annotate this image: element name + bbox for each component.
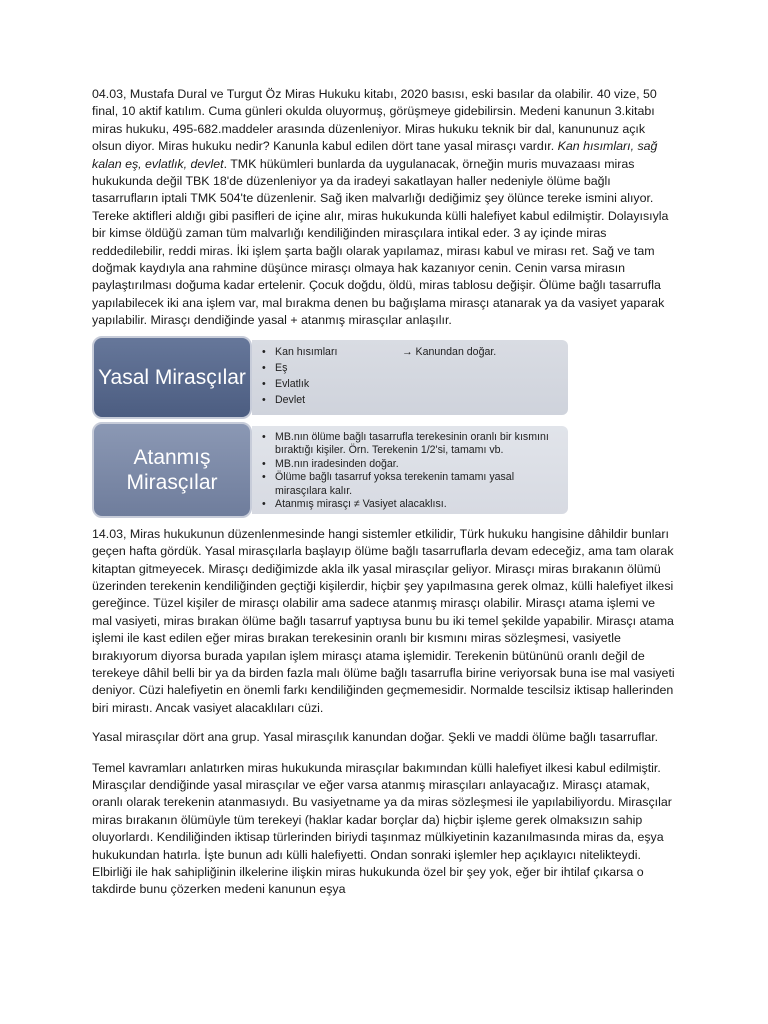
- heirs-diagram: [92, 336, 568, 518]
- paragraph-third: Yasal mirasçılar dört ana grup. Yasal mirasçılık kanundan doğar. Şekli ve maddi ölüme bağlı tasarruflar.: [92, 730, 659, 745]
- paragraph-intro-part2: . TMK hükümleri bunlarda da uygulanacak, örneğin muris muvazaası miras hukukunda değil TBK 18'de düzenleniyor ya da iradeyi sakatlayan haller nedeniyle ölüme bağlı tasarrufların iptali TMK 504'te düzenlenir. Sağ iken malvarlığı dediğimiz şey ölünce tereke ismini alıyor. Tereke aktifleri aldığı gibi pasifleri de içine alır, miras hukukunda külli halefiyet kabul edilmiştir. Dolayısıyla bir kimse öldüğü zaman tüm malvarlığı kendiliğinden mirasçılara intikal eder. 3 ay içinde miras reddedilebilir, reddi miras. İki işlem şarta bağlı olarak yapılamaz, mirası kabul ve mirası ret. Sağ ve tam doğmak kaydıyla ana rahmine düşünce mirasçı olmaya hak kazanıyor cenin. Cenin varsa mirasın paylaştırılması doğuma kadar ertelenir. Çocuk doğdu, öldü, miras tablosu değişir. Ölüme bağlı tasarrufla yapılabilecek iki ana işlem var, mal bırakma denen bu bağışlama mirasçı atanarak ya da vasiyet yaparak yapılabilir. Mirasçı dendiğinde yasal + atanmış mirasçılar anlaşılır.: [92, 156, 669, 328]
- atanmis-item: • MB.nın iradesinden doğar.: [262, 458, 562, 472]
- yasal-item: • Evlatlık: [262, 376, 562, 392]
- atanmis-body: [252, 426, 568, 514]
- yasal-item: • Kan hısımları: [262, 344, 562, 360]
- atanmis-block: [92, 422, 568, 518]
- atanmis-item: • Ölüme bağlı tasarruf yoksa terekenin tamamı yasal mirasçılara kalır.: [262, 471, 562, 498]
- yasal-item: • Devlet: [262, 392, 562, 408]
- atanmis-item: • Atanmış mirasçı ≠ Vasiyet alacaklısı.: [262, 498, 562, 512]
- yasal-block: [92, 336, 568, 419]
- atanmis-list: [262, 431, 562, 512]
- yasal-heading: Yasal Mirasçılar: [92, 336, 252, 419]
- paragraph-fourth: Temel kavramları anlatırken miras hukukunda mirasçılar bakımından külli halefiyet ilkesi kabul edilmiştir. Mirasçılar dendiğinde yasal mirasçılar ve eğer varsa atanmış mirasçıları anlayacağız. Mirasçı atamak, oranlı olarak terekenin atanmasıydı. Bu vasiyetname ya da miras sözleşmesi ile yapılabiliyordu. Mirasçılar miras bırakanın ölümüyle tüm terekeyi (haklar kadar borçlar da) hiçbir işleme gerek olmaksızın sahip oluyorlardı. Kendiliğinden iktisap türlerinden biriydi taşınmaz mülkiyetinin kazanılmasında miras da, eşya hukukundan hatırla. İşte bunun adı külli halefiyetti. Ondan sonraki işlemler hep açıklayıcı nitelikteydi. Elbirliği ile hak sahipliğinin ilkelerine ilişkin miras hukukunda özel bir şey yok, eğer bir ihtilaf çıkarsa o takdirde bunu çözerken medeni kanunun eşya: [92, 760, 672, 897]
- yasal-item: • Eş: [262, 360, 562, 376]
- paragraph-intro: [92, 86, 676, 330]
- atanmis-heading: Atanmış Mirasçılar: [92, 422, 252, 518]
- paragraph-second: 14.03, Miras hukukunun düzenlenmesinde hangi sistemler etkilidir, Türk hukuku hangisine dâhildir bunları geçen hafta gördük. Yasal mirasçılarla başlayıp ölüme bağlı tasarruflarla devam edeceğiz, ama tam olarak kitaptan gitmeyecek. Mirasçı dediğimizde akla ilk yasal mirasçılar geliyor. Mirasçı miras bırakanın ölümü üzerinden terekenin kendiliğinden geçtiği kişilerdir, hiçbir şey yapılmasına gerek olmaz, külli halefiyet ilkesi gereğince. Tüzel kişiler de mirasçı olabilir ama sadece atanmış mirasçı olabilir. Mirasçı atama işlemi ve mal vasiyeti, miras bırakan ölüme bağlı tasarruf yaptıysa bunu bu iki temel şekilde yapabilir. Mirasçı atama işlemi ile kast edilen eğer miras bırakan terekesinin oranlı bir kısmını miras sözleşmesi, vasiyetle bırakıyorum diyorsa burada yapılan işlem mirasçı atama işlemidir. Terekenin bütününü oranlı değil de terekeye dâhil belli bir ya da birden fazla malı ölüme bağlı tasarrufla birine veriyorsak buna ise mal vasiyeti deniyor. Cüzi halefiyetin en önemli farkı kendiliğinden geçmemesidir. Normalde tescilsiz iktisap hallerinden biri mirastı. Ancak vasiyet alacaklıları cüzi.: [92, 526, 675, 715]
- yasal-note: → Kanundan doğar.: [402, 345, 497, 358]
- paragraph-intro-part1: 04.03, Mustafa Dural ve Turgut Öz Miras Hukuku kitabı, 2020 basısı, eski basılar da olabilir. 40 vize, 50 final, 10 aktif katılım. Cuma günleri okulda oluyormuş, görüşmeye gidebilirsin. Medeni kanunun 3.kitabı miras hukuku, 495-682.maddeler arasında düzenleniyor. Miras hukuku teknik bir dal, kanununuz açık olsun diyor. Miras hukuku nedir? Kanunla kabul edilen dört tane yasal mirasçı vardır.: [92, 87, 657, 154]
- yasal-body: [252, 340, 568, 415]
- document-page: [92, 86, 676, 899]
- legal-heirs-list-italic: Kan hısımları, sağ kalan eş, evlatlık, devlet: [92, 139, 658, 171]
- atanmis-item: • MB.nın ölüme bağlı tasarrufla terekesinin oranlı bir kısmını bıraktığı kişiler. Örn. Terekenin 1/2'si, tamamı vb.: [262, 431, 562, 458]
